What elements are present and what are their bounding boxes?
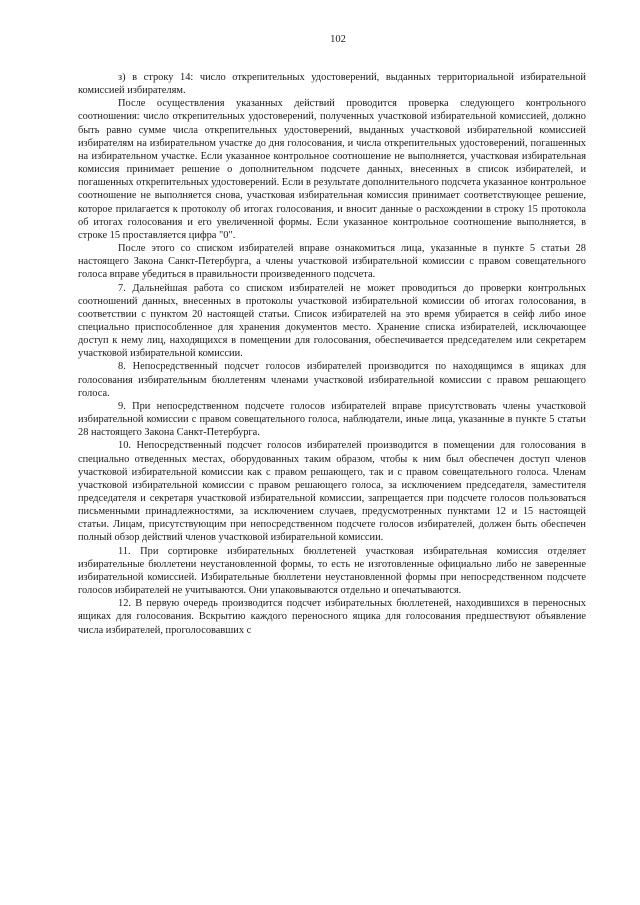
document-body (78, 71, 586, 637)
paragraph-8: 8. Непосредственный подсчет голосов избирателей производится по находящимся в ящиках для голосования избирательным бюллетеням членами участковой избирательной комиссии с правом решающего голоса. (78, 361, 586, 399)
paragraph-7: 7. Дальнейшая работа со списком избирателей не может проводиться до проверки контрольных соотношений данных, внесенных в протоколы участковой избирательной комиссии об итогах голосования, в соответствии с пунктом 20 настоящей статьи. Список избирателей на это время убирается в сейф либо иное специально приспособленное для хранения документов место. Хранение списка избирателей, исключающее доступ к нему лиц, находящихся в помещении для голосования, обеспечивается председателем или секретарем участковой избирательной комиссии. (78, 282, 586, 360)
paragraph-voter-list-review: После этого со списком избирателей вправе ознакомиться лица, указанные в пункте 5 статьи 28 настоящего Закона Санкт-Петербурга, а члены участковой избирательной комиссии с правом совещательного голоса вправе убедиться в правильности произведенного подсчета. (78, 243, 586, 281)
page-number: 102 (330, 34, 346, 45)
paragraph-12: 12. В первую очередь производится подсчет избирательных бюллетеней, находившихся в переносных ящиках для голосования. Вскрытию каждого переносного ящика для голосования предшествуют объявление числа избирателей, проголосовавших с (78, 598, 586, 636)
paragraph-10: 10. Непосредственный подсчет голосов избирателей производится в помещении для голосования в специально отведенных местах, оборудованных таким образом, чтобы к ним был обеспечен доступ членов участковой избирательной комиссии как с правом решающего, так и с правом совещательного голоса. Членам участковой избирательной комиссии с правом решающего голоса, за исключением председателя, заместителя председателя и секретаря участковой избирательной комиссии, запрещается при подсчете голосов пользоваться письменными принадлежностями, за исключением случаев, предусмотренных пунктами 12 и 15 настоящей статьи. Лицам, присутствующим при непосредственном подсчете голосов избирателей, должен быть обеспечен полный обзор действий членов участковой избирательной комиссии. (78, 440, 586, 544)
paragraph-11: 11. При сортировке избирательных бюллетеней участковая избирательная комиссия отделяет избирательные бюллетени неустановленной формы, то есть не изготовленные официально либо не заверенные избирательной комиссией. Избирательные бюллетени неустановленной формы при непосредственном подсчете голосов избирателей не учитываются. Они упаковываются отдельно и опечатываются. (78, 545, 586, 597)
paragraph-control-check: После осуществления указанных действий проводится проверка следующего контрольного соотношения: число открепительных удостоверений, полученных участковой избирательной комиссией, должно быть равно сумме числа открепительных удостоверений, выданных участковой избирательной комиссией избирателям на избирательном участке до дня голосования, и числа открепительных удостоверений, погашенных на избирательном участке. Если указанное контрольное соотношение не выполняется, участковая избирательная комиссия принимает решение о дополнительном подсчете данных, внесенных в список избирателей, и погашенных открепительных удостоверений. Если в результате дополнительного подсчета указанное контрольное соотношение не выполняется снова, участковая избирательная комиссия принимает соответствующее решение, которое прилагается к протоколу об итогах голосования, и вносит данные о расхождении в строку 15 протокола об итогах голосования и его увеличенной формы. Если указанное контрольное соотношение выполняется, в строке 15 проставляется цифра "0". (78, 98, 586, 241)
paragraph-9: 9. При непосредственном подсчете голосов избирателей вправе присутствовать члены участковой избирательной комиссии с правом совещательного голоса, наблюдатели, иные лица, указанные в пункте 5 статьи 28 настоящего Закона Санкт-Петербурга. (78, 400, 586, 439)
paragraph-z: з) в строку 14: число открепительных удостоверений, выданных территориальной избирательной комиссией избирателям. (78, 72, 586, 97)
